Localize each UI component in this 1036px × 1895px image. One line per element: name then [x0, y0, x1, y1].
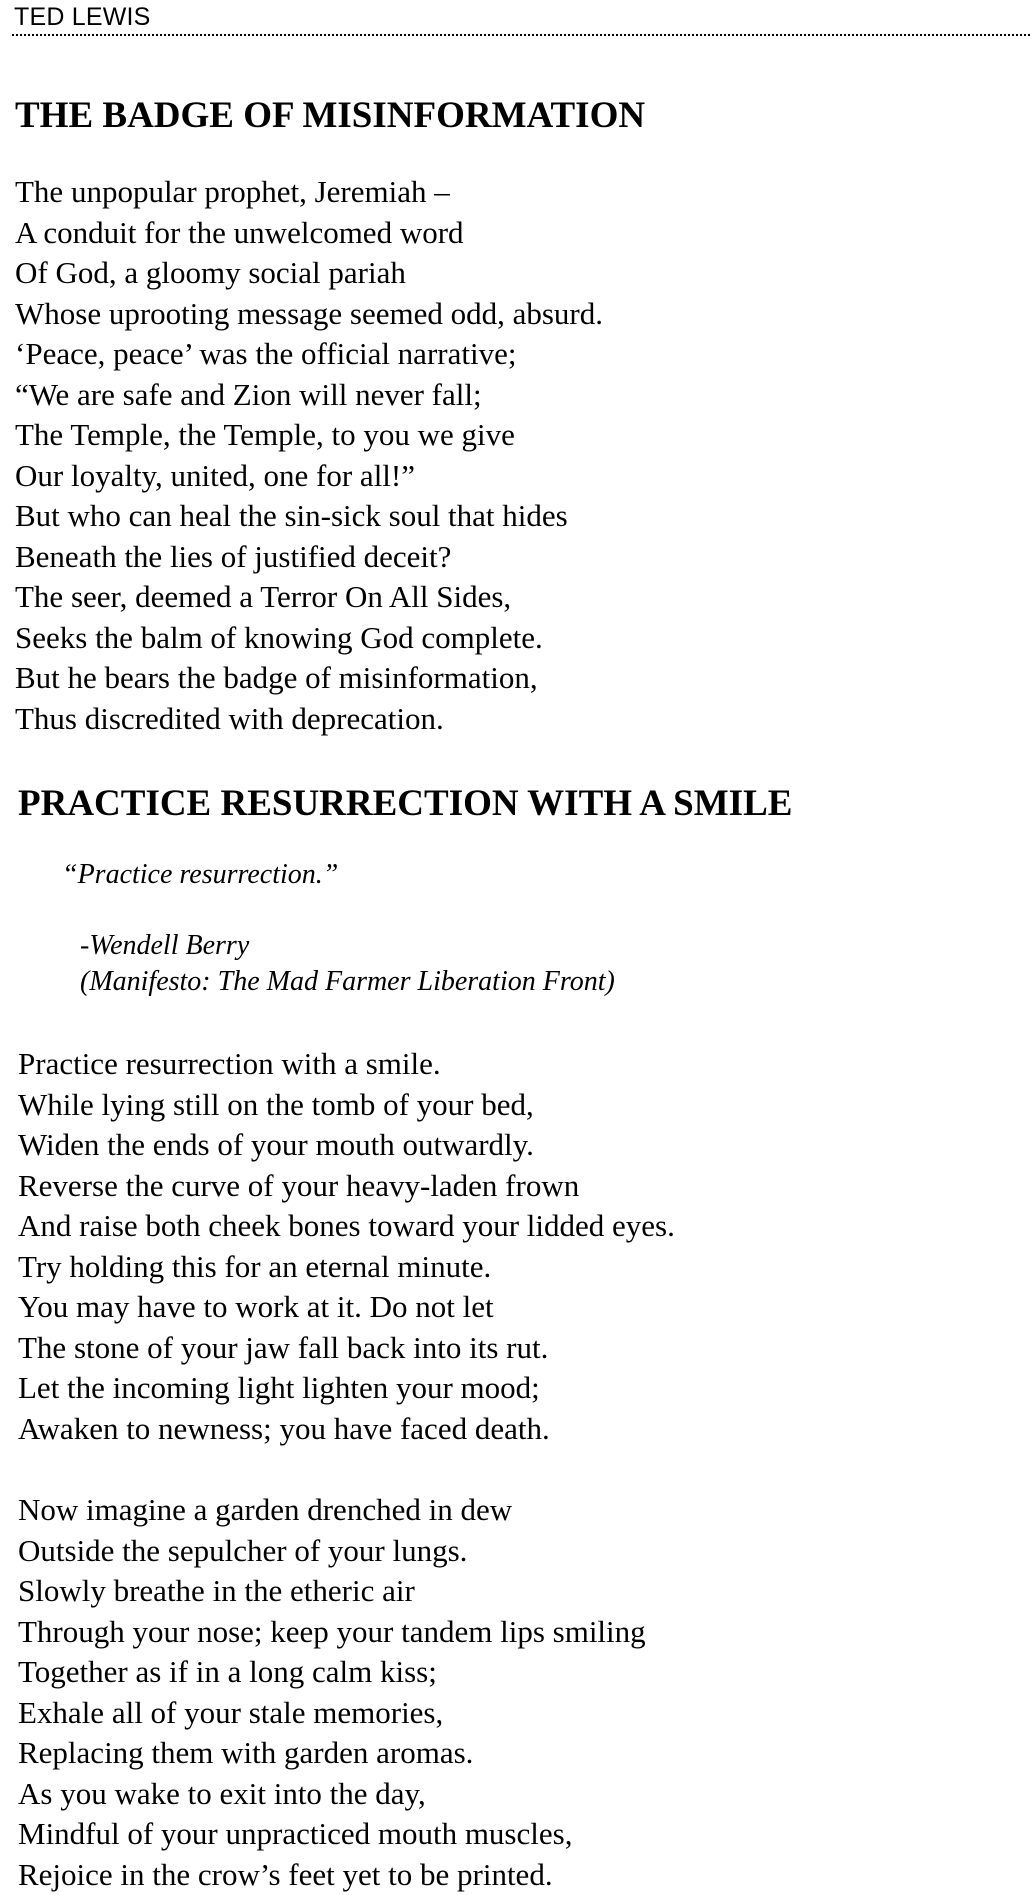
poem-line: Reverse the curve of your heavy-laden frown: [18, 1166, 675, 1207]
epigraph-author: -Wendell Berry: [80, 928, 249, 964]
poem-title: PRACTICE RESURRECTION WITH A SMILE: [18, 782, 792, 826]
poem-line: While lying still on the tomb of your bed,: [18, 1085, 675, 1126]
poem-line: The stone of your jaw fall back into its rut.: [18, 1328, 675, 1369]
poem-line: But who can heal the sin-sick soul that hides: [15, 496, 603, 537]
poem-stanza: [18, 1490, 646, 1895]
poem-stanza: [18, 1044, 675, 1449]
poem-line: A conduit for the unwelcomed word: [15, 213, 603, 254]
poem-line: ‘Peace, peace’ was the official narrative;: [15, 334, 603, 375]
poem-line: Widen the ends of your mouth outwardly.: [18, 1125, 675, 1166]
poem-line: Whose uprooting message seemed odd, absurd.: [15, 294, 603, 335]
poem-line: “We are safe and Zion will never fall;: [15, 375, 603, 416]
poem-line: Of God, a gloomy social pariah: [15, 253, 603, 294]
poem-line: Thus discredited with deprecation.: [15, 699, 603, 740]
poem-line: Our loyalty, united, one for all!”: [15, 456, 603, 497]
poem-stanza: [15, 172, 603, 739]
poem-line: The seer, deemed a Terror On All Sides,: [15, 577, 603, 618]
poem-title: THE BADGE OF MISINFORMATION: [15, 94, 645, 138]
poem-line: As you wake to exit into the day,: [18, 1774, 646, 1815]
poem-line: Practice resurrection with a smile.: [18, 1044, 675, 1085]
epigraph-source: (Manifesto: The Mad Farmer Liberation Front): [80, 964, 615, 1000]
poem-line: And raise both cheek bones toward your lidded eyes.: [18, 1206, 675, 1247]
header-author: TED LEWIS: [14, 2, 151, 32]
poem-line: Outside the sepulcher of your lungs.: [18, 1531, 646, 1572]
poem-line: Replacing them with garden aromas.: [18, 1733, 646, 1774]
poem-line: Exhale all of your stale memories,: [18, 1693, 646, 1734]
poem-line: You may have to work at it. Do not let: [18, 1287, 675, 1328]
poem-line: Awaken to newness; you have faced death.: [18, 1409, 675, 1450]
poem-line: Try holding this for an eternal minute.: [18, 1247, 675, 1288]
poem-line: The Temple, the Temple, to you we give: [15, 415, 603, 456]
poem-line: Beneath the lies of justified deceit?: [15, 537, 603, 578]
epigraph-quote: “Practice resurrection.”: [62, 857, 338, 893]
running-header: [12, 0, 1030, 36]
poem-line: Mindful of your unpracticed mouth muscles,: [18, 1814, 646, 1855]
poem-line: Together as if in a long calm kiss;: [18, 1652, 646, 1693]
poem-line: But he bears the badge of misinformation,: [15, 658, 603, 699]
poem-line: Rejoice in the crow’s feet yet to be printed.: [18, 1855, 646, 1895]
poem-line: Seeks the balm of knowing God complete.: [15, 618, 603, 659]
poem-line: The unpopular prophet, Jeremiah –: [15, 172, 603, 213]
poem-line: Let the incoming light lighten your mood;: [18, 1368, 675, 1409]
poem-line: Through your nose; keep your tandem lips smiling: [18, 1612, 646, 1653]
poem-line: Now imagine a garden drenched in dew: [18, 1490, 646, 1531]
poem-line: Slowly breathe in the etheric air: [18, 1571, 646, 1612]
